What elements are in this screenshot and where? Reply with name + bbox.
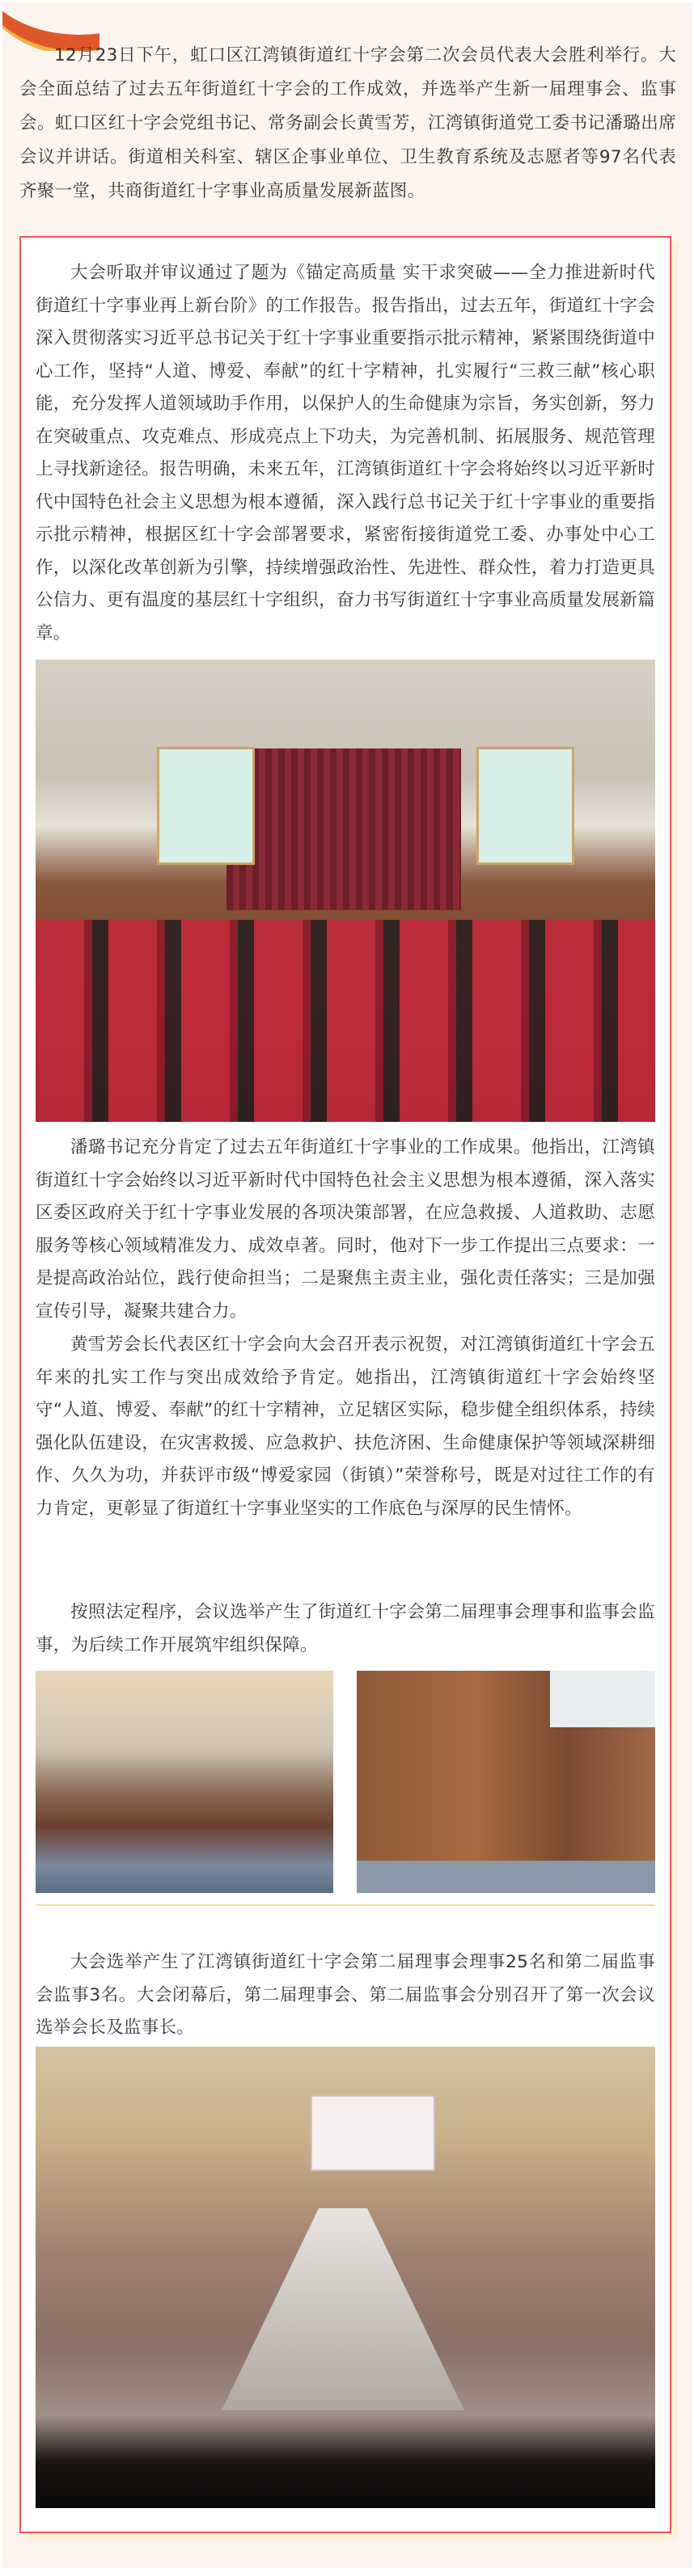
huang-speech-paragraph: 黄雪芳会长代表区红十字会向大会召开表示祝贺，对江湾镇街道红十字会五年来的扎实工作与突出成效给予肯定。她指出，江湾镇街道红十字会始终坚守“人道、博爱、奉献”的红十字精神，立足辖区实际，稳步健全组织体系，持续强化队伍建设，在灾害救援、应急救护、扶危济困、生命健康保护等领域深耕细作、久久为功，并获评市级“博爱家园（街镇）”荣誉称号，既是对过往工作的有力肯定，更彰显了街道红十字事业坚实的工作底色与深厚的民生情怀。 xyxy=(36,1334,655,1519)
photo-ballot-box xyxy=(357,1671,655,1893)
election-result-paragraph: 大会选举产生了江湾镇街道红十字会第二届理事会理事25名和第二届监事会监事3名。大会闭幕后，第二届理事会、第二届监事会分别召开了第一次会议选举会长及监事长。 xyxy=(36,1952,655,2038)
panlu-speech-paragraph: 潘璐书记充分肯定了过去五年街道红十字事业的工作成果。他指出，江湾镇街道红十字会始终以习近平新时代中国特色社会主义思想为根本遵循，深入落实区委区政府关于红十字事业发展的各项决策部署，在应急救援、人道救助、志愿服务等核心领域精准发力、成效卓著。同时，他对下一步工作提出三点要求：一是提高政治站位，践行使命担当；二是聚焦主责主业，强化责任落实；三是加强宣传引导，凝聚共建合力。 xyxy=(36,1137,655,1322)
photo-council-meeting xyxy=(36,2047,655,2508)
photo-conference-hall xyxy=(36,660,655,1122)
intro-paragraph: 12月23日下午，虹口区江湾镇街道红十字会第二次会员代表大会胜利举行。大会全面总结了过去五年街道红十字会的工作成效，并选举产生新一届理事会、监事会。虹口区红十字会党组书记、常务副会长黄雪芳，江湾镇街道党工委书记潘璐出席会议并讲话。街道相关科室、辖区企事业单位、卫生教育系统及志愿者等97名代表齐聚一堂，共商街道红十字事业高质量发展新蓝图。 xyxy=(19,45,676,201)
election-paragraph: 按照法定程序，会议选举产生了街道红十字会第二届理事会理事和监事会监事，为后续工作开展筑牢组织保障。 xyxy=(36,1602,655,1655)
photo-voting-audience xyxy=(36,1671,333,1893)
divider-line xyxy=(36,1904,655,1906)
report-paragraph: 大会听取并审议通过了题为《锚定高质量 实干求突破——全力推进新时代街道红十字事业再上新台阶》的工作报告。报告指出，过去五年，街道红十字会深入贯彻落实习近平总书记关于红十字事业重要指示批示精神，紧紧围绕街道中心工作，坚持“人道、博爱、奉献”的红十字精神，扎实履行“三救三献”核心职能，充分发挥人道领域助手作用，以保护人的生命健康为宗旨，务实创新，努力在突破重点、攻克难点、形成亮点上下功夫，为完善机制、拓展服务、规范管理上寻找新途径。报告明确，未来五年，江湾镇街道红十字会将始终以习近平新时代中国特色社会主义思想为根本遵循，深入践行总书记关于红十字事业的重要指示批示精神，根据区红十字会部署要求，紧密衔接街道党工委、办事处中心工作，以深化改革创新为引擎，持续增强政治性、先进性、群众性，着力打造更具公信力、更有温度的基层红十字组织，奋力书写街道红十字事业高质量发展新篇章。 xyxy=(36,263,655,643)
